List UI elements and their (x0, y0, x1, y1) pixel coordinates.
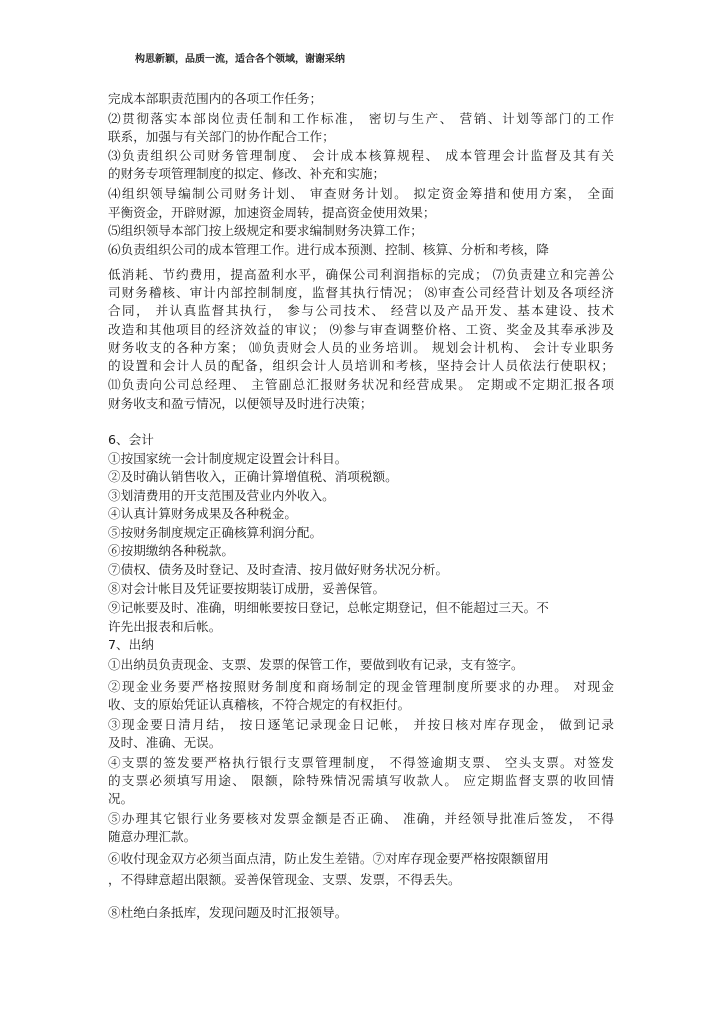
text-line: ⑷组织领导编制公司财务计划、 审查财务计划。 拟定资金筹措和使用方案， 全面 (108, 186, 614, 201)
text-line: 的设置和会计人员的配备，组织会计人员培训和考核，坚持会计人员依法行使职权； (108, 358, 614, 373)
header-tagline: 构思新颖，品质一流，适合各个领域，谢谢采纳 (135, 54, 345, 65)
text-line: ⑵贯彻落实本部岗位责任制和工作标准， 密切与生产、 营销、计划等部门的工作 (108, 111, 614, 126)
list-item: ⑥收付现金双方必须当面点清，防止发生差错。⑦对库存现金要严格按限额留用 (108, 851, 549, 866)
list-item: ②及时确认销售收入，正确计算增值税、消项税额。 (108, 469, 398, 484)
list-item: 的支票必须填写用途、 限额，除特殊情况需填写收款人。 应定期监督支票的收回情 (108, 773, 614, 788)
list-item: ③划清费用的开支范围及营业内外收入。 (108, 488, 335, 503)
list-item: ⑦债权、债务及时登记、及时查清、按月做好财务状况分析。 (108, 562, 449, 577)
section-heading-cashier: 7、出纳 (108, 637, 154, 652)
text-line: 改造和其他项目的经济效益的审议； ⑼参与审查调整价格、工资、奖金及其奉承涉及 (108, 322, 614, 337)
list-item: ⑥按期缴纳各种税款。 (108, 543, 234, 558)
list-item: 及时、准确、无误。 (108, 735, 222, 750)
text-line: 完成本部职责范围内的各项工作任务； (108, 91, 323, 106)
text-line: 联系，加强与有关部门的协作配合工作； (108, 129, 335, 144)
list-item: ⑧杜绝白条抵库，发现问题及时汇报领导。 (108, 905, 348, 920)
list-item: ④认真计算财务成果及各种税金。 (108, 506, 297, 521)
text-line: ⑾负责向公司总经理、 主管副总汇报财务状况和经营成果。 定期或不定期汇报各项 (108, 377, 614, 392)
list-item: ⑧对会计帐目及凭证要按期装订成册，妥善保管。 (108, 581, 386, 596)
text-line: 财务收支的各种方案； ⑽负责财会人员的业务培训。 规划会计机构、 会计专业职务 (108, 340, 614, 355)
list-item: ④支票的签发要严格执行银行支票管理制度， 不得签逾期支票、 空头支票。对签发 (108, 755, 614, 770)
list-item: 随意办理汇款。 (108, 829, 197, 844)
text-line: ⑹负责组织公司的成本管理工作。进行成本预测、控制、核算、分析和考核，降 (108, 242, 549, 257)
text-line: 合同， 并认真监督其执行， 参与公司技术、 经营以及产品开发、基本建设、技术 (108, 303, 614, 318)
text-line: ⑶负责组织公司财务管理制度、 会计成本核算规程、 成本管理会计监督及其有关 (108, 148, 614, 163)
list-item: ①出纳员负责现金、支票、发票的保管工作，要做到收有记录，支有签字。 (108, 657, 524, 672)
list-item: ①按国家统一会计制度规定设置会计科目。 (108, 451, 348, 466)
list-item: ⑤按财务制度规定正确核算利润分配。 (108, 525, 323, 540)
text-line: 低消耗、节约费用，提高盈利水平，确保公司利润指标的完成； ⑺负责建立和完善公 (108, 267, 614, 282)
list-item: ②现金业务要严格按照财务制度和商场制定的现金管理制度所要求的办理。 对现金 (108, 679, 614, 694)
list-item: ⑤办理其它银行业务要核对发票金额是否正确、 准确，并经领导批准后签发， 不得 (108, 811, 614, 826)
text-line: 的财务专项管理制度的拟定、修改、补充和实施； (108, 166, 386, 181)
list-item: ⑨记帐要及时、准确，明细帐要按日登记，总帐定期登记，但不能超过三天。不 (108, 600, 549, 615)
section-heading-accounting: 6、会计 (108, 432, 154, 447)
list-item: 况。 (108, 791, 134, 806)
text-line: ⑸组织领导本部门按上级规定和要求编制财务决算工作； (108, 223, 423, 238)
text-line: 财务收支和盈亏情况，以便领导及时进行决策； (108, 396, 373, 411)
list-item: 许先出报表和后帐。 (108, 619, 222, 634)
list-item: 收、支的原始凭证认真稽核，不符合规定的有权拒付。 (108, 697, 411, 712)
text-line: 平衡资金，开辟财源，加速资金周转，提高资金使用效果； (108, 205, 436, 220)
list-item: ，不得肆意超出限额。妥善保管现金、支票、发票，不得丢失。 (108, 872, 461, 887)
text-line: 司财务稽核、审计内部控制制度，监督其执行情况； ⑻审查公司经营计划及各项经济 (108, 285, 614, 300)
list-item: ③现金要日清月结， 按日逐笔记录现金日记帐， 并按日核对库存现金， 做到记录 (108, 717, 614, 732)
